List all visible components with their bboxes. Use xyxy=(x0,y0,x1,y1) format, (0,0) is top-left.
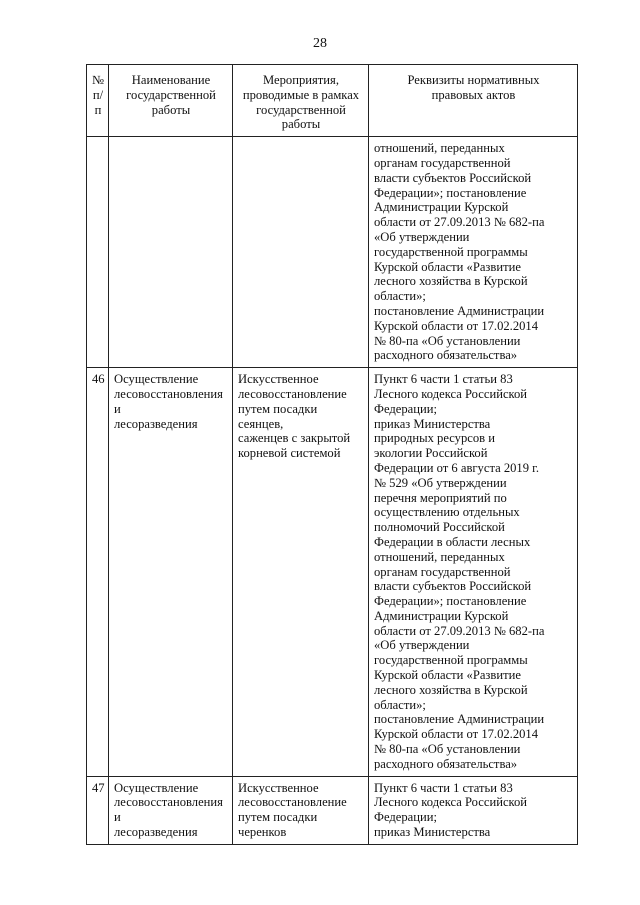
row-requisites: Пункт 6 части 1 статьи 83 Лесного кодекса Российской Федерации; приказ Министерства природных ресурсов и экологии Российской Федерации от 6 августа 2019 г. № 529 «Об утверждении перечня мероприятий по осуществлению отдельных полномочий Российской Федерации в области лесных отношений, переданных органам государственной власти субъектов Российской Федерации»; постановление Администрации Курской области от 27.09.2013 № 682-па «Об утверждении государственной программы Курской области «Развитие лесного хозяйства в Курской области»; постановление Администрации Курской области от 17.02.2014 № 80-па «Об установлении расходного обязательства» xyxy=(369,368,578,777)
row-requisites: Пункт 6 части 1 статьи 83 Лесного кодекса Российской Федерации; приказ Министерства xyxy=(369,776,578,844)
row-num xyxy=(87,137,109,368)
header-activities: Мероприятия, проводимые в рамках государственной работы xyxy=(233,65,369,137)
row-activities: Искусственное лесовосстановление путем посадки сеянцев, саженцев с закрытой корневой системой xyxy=(233,368,369,777)
row-work-name: Осуществление лесовосстановления и лесоразведения xyxy=(109,368,233,777)
header-work-name: Наименование государственной работы xyxy=(109,65,233,137)
table-header-row xyxy=(87,65,578,137)
row-num: 47 xyxy=(87,776,109,844)
table-row xyxy=(87,776,578,844)
header-requisites: Реквизиты нормативных правовых актов xyxy=(369,65,578,137)
table-row xyxy=(87,368,578,777)
row-requisites: отношений, переданных органам государственной власти субъектов Российской Федерации»; постановление Администрации Курской области от 27.09.2013 № 682-па «Об утверждении государственной программы Курской области «Развитие лесного хозяйства в Курской области»; постановление Администрации Курской области от 17.02.2014 № 80-па «Об установлении расходного обязательства» xyxy=(369,137,578,368)
row-num: 46 xyxy=(87,368,109,777)
page-number: 28 xyxy=(313,36,327,51)
row-activities: Искусственное лесовосстановление путем посадки черенков xyxy=(233,776,369,844)
header-num: № п/п xyxy=(87,65,109,137)
row-work-name xyxy=(109,137,233,368)
table-row xyxy=(87,137,578,368)
row-activities xyxy=(233,137,369,368)
row-work-name: Осуществление лесовосстановления и лесоразведения xyxy=(109,776,233,844)
activities-table xyxy=(86,64,578,845)
